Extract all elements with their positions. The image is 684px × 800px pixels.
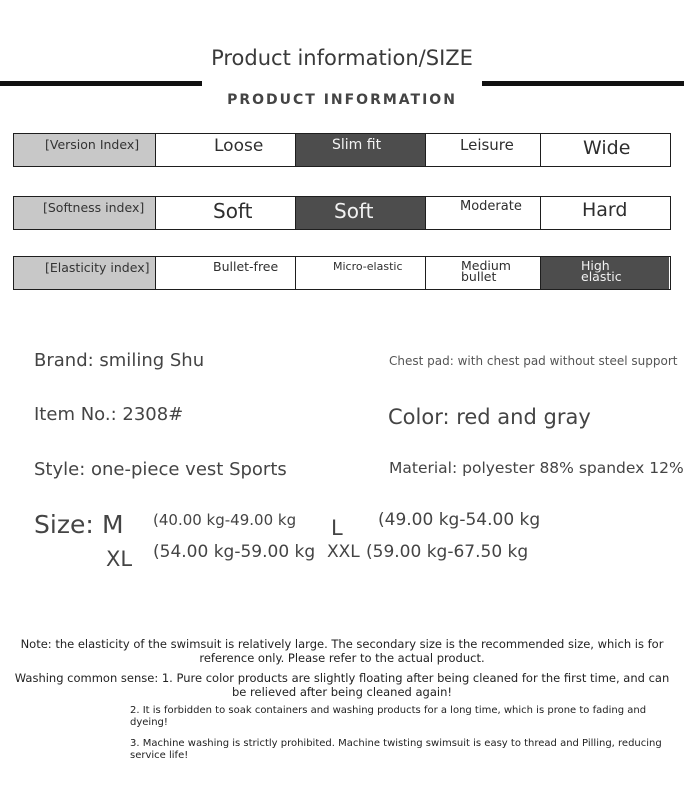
version-option-leisure: Leisure bbox=[426, 134, 541, 166]
size-xl-range: (54.00 kg-59.00 kg bbox=[153, 542, 316, 562]
material-text: Material: polyester 88% spandex 12% bbox=[389, 459, 684, 477]
chest-pad-text: Chest pad: with chest pad without steel support bbox=[389, 354, 678, 368]
elasticity-option-medium-bullet: Medium bullet bbox=[426, 257, 541, 289]
elasticity-index-label-cell bbox=[14, 257, 156, 289]
elasticity-index-table bbox=[13, 256, 671, 290]
style-text: Style: one-piece vest Sports bbox=[34, 459, 287, 480]
size-m-range: (40.00 kg-49.00 kg bbox=[153, 511, 297, 529]
elasticity-option-micro-elastic: Micro-elastic bbox=[296, 257, 426, 289]
softness-index-label: [Softness index] bbox=[43, 200, 145, 215]
size-l: L bbox=[331, 516, 343, 540]
size-xxl-range: (59.00 kg-67.50 kg bbox=[366, 542, 529, 562]
size-xl: XL bbox=[106, 547, 133, 571]
elasticity-option-high-elastic: High elastic bbox=[541, 257, 669, 289]
section-subtitle: PRODUCT INFORMATION bbox=[227, 92, 457, 108]
softness-index-label-cell bbox=[14, 197, 156, 229]
brand-text: Brand: smiling Shu bbox=[34, 350, 205, 371]
softness-option-soft-selected: Soft bbox=[296, 197, 426, 229]
title-rule-left bbox=[0, 81, 202, 86]
softness-option-moderate: Moderate bbox=[426, 197, 541, 229]
softness-option-soft: Soft bbox=[156, 197, 296, 229]
elasticity-option-bullet-free: Bullet-free bbox=[156, 257, 296, 289]
size-xxl: XXL bbox=[327, 542, 360, 562]
version-index-table bbox=[13, 133, 671, 167]
softness-option-hard: Hard bbox=[582, 199, 628, 221]
item-number-text: Item No.: 2308# bbox=[34, 404, 184, 425]
color-text: Color: red and gray bbox=[388, 405, 591, 429]
washing-tip-3: 3. Machine washing is strictly prohibited. Machine twisting swimsuit is easy to thread and Pilling, reducing service life! bbox=[130, 738, 662, 761]
size-label: Size: bbox=[34, 510, 94, 539]
version-index-label-cell bbox=[14, 134, 156, 166]
washing-note: Washing common sense: 1. Pure color products are slightly floating after being cleaned for the first time, and can be relieved after being cleaned again! bbox=[14, 671, 670, 699]
version-index-label: [Version Index] bbox=[45, 137, 140, 152]
size-l-range: (49.00 kg-54.00 kg bbox=[378, 510, 541, 530]
elasticity-index-label: [Elasticity index] bbox=[45, 260, 150, 275]
page-title: Product information/SIZE bbox=[211, 46, 473, 70]
softness-index-table bbox=[13, 196, 671, 230]
washing-tip-2: 2. It is forbidden to soak containers and washing products for a long time, which is prone to fading and dyeing! bbox=[130, 705, 647, 728]
version-option-loose: Loose bbox=[156, 134, 296, 166]
version-option-slim-fit: Slim fit bbox=[296, 134, 426, 166]
size-m: M bbox=[102, 510, 124, 539]
elasticity-note: Note: the elasticity of the swimsuit is relatively large. The secondary size is the recommended size, which is for reference only. Please refer to the actual product. bbox=[20, 637, 664, 665]
version-option-wide: Wide bbox=[583, 137, 631, 159]
title-rule-right bbox=[482, 81, 684, 86]
